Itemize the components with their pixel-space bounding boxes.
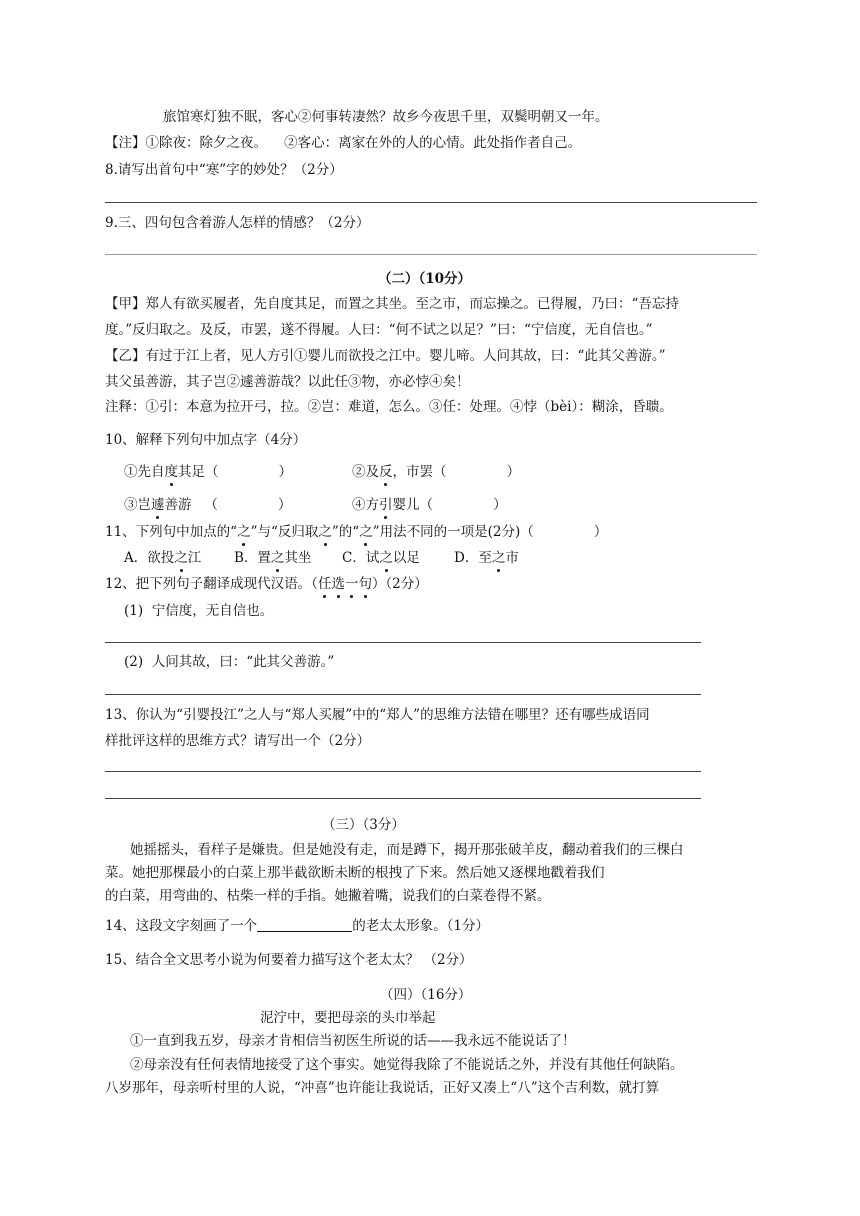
section-3-title: （三）（3分） — [322, 817, 405, 833]
emphasis-dot-char: 之 — [237, 524, 251, 540]
answer-line-q12-1[interactable] — [105, 642, 701, 643]
q10-item-3: ③岂遽善游 （ ） — [124, 497, 292, 513]
passage-3-line-1: 她摇摇头，看样子是嫌贵。但是她没有走，而是蹲下，揭开那张破羊皮，翻动着我们的三棵白 — [130, 842, 684, 858]
answer-line-q13-1[interactable] — [105, 771, 701, 772]
passage-notes: 注释：①引：本意为拉开弓，拉。②岂：难道，怎么。③任：处理。④悖（bèi）：糊涂，昏聩。 — [105, 399, 673, 415]
q11-option-a: A．欲投之江 — [124, 550, 202, 566]
emphasis-dot-char: 之 — [174, 550, 188, 566]
story-title: 泥泞中，要把母亲的头巾举起 — [260, 1010, 436, 1026]
emphasis-dot-char: 句 — [358, 576, 372, 592]
poem-note: 【注】①除夜：除夕之夜。 ②客心：离家在外的人的心情。此处指作者自己。 — [105, 135, 582, 151]
question-10: 10、解释下列句中加点字（4分） — [105, 432, 307, 448]
passage-jia-line-2: 度。”反归取之。及反，市罢，遂不得履。人曰：“何不试之以足？”曰：“宁信度，无自信也。” — [105, 322, 653, 338]
q11-option-c: C．试之以足 — [342, 550, 420, 566]
emphasis-dot-char: 之 — [491, 550, 506, 566]
emphasis-dot-char: 反 — [379, 464, 393, 480]
emphasis-dot-char: 之 — [379, 550, 393, 566]
emphasis-dot-char: 一 — [344, 576, 359, 592]
question-12: 12、把下列句子翻译成现代汉语。（任选一句）（2分） — [105, 576, 428, 592]
q10-item-1: ①先自度其足（ ） — [124, 464, 293, 480]
question-15: 15、结合全文思考小说为何要着力描写这个老太太？ （2分） — [105, 952, 473, 968]
emphasis-dot-char: 遽 — [151, 497, 165, 513]
passage-3-line-2: 菜。她把那棵最小的白菜上那半截欲断未断的根拽了下来。然后她又逐棵地戳着我们 — [105, 865, 605, 881]
emphasis-dot-char: 之 — [318, 524, 332, 540]
emphasis-dot-char: 度 — [164, 464, 178, 480]
question-13-line-1: 13、你认为“引婴投江”之人与“郑人买履”中的“郑人”的思维方法错在哪里？还有哪些成语同 — [105, 707, 650, 723]
question-13-line-2: 样批评这样的思维方式？请写出一个（2分） — [105, 733, 371, 749]
answer-line-q8[interactable] — [105, 202, 757, 203]
story-paragraph-2: ②母亲没有任何表情地接受了这个事实。她觉得我除了不能说话之外，并没有其他任何缺陷。 — [130, 1057, 684, 1073]
answer-line-q13-2[interactable] — [105, 798, 701, 799]
q11-option-b: B．置之其坐 — [234, 550, 312, 566]
fill-blank-q14[interactable] — [257, 917, 352, 932]
q11-option-d: D．至之市 — [454, 550, 519, 566]
section-4-title: （四）（16分） — [380, 987, 472, 1003]
emphasis-dot-char: 之 — [359, 524, 373, 540]
story-paragraph-2-cont: 八岁那年，母亲听村里的人说，“冲喜”也许能让我说话，正好又凑上“八”这个吉利数，就打算 — [105, 1080, 660, 1096]
question-14: 14、这段文字刻画了一个 的老太太形象。（1分） — [105, 918, 490, 934]
q10-item-4: ④方引婴儿（ ） — [352, 497, 507, 513]
passage-yi-line-2: 其父虽善游，其子岂②遽善游哉？以此任③物，亦必悖④矣！ — [105, 374, 470, 390]
q10-item-2: ②及反，市罢（ ） — [352, 464, 521, 480]
question-11: 11、下列句中加点的“之”与“反归取之”的“之”用法不同的一项是(2分)（ ） — [105, 524, 608, 540]
emphasis-dot-char: 选 — [331, 576, 345, 592]
passage-yi-line-1: 【乙】有过于江上者，见人方引①婴儿而欲投之江中。婴儿啼。人问其故，曰：“此其父善游。” — [105, 348, 666, 364]
emphasis-dot-char: 引 — [379, 497, 393, 513]
answer-line-q9[interactable] — [105, 254, 757, 255]
emphasis-dot-char: 之 — [270, 550, 285, 566]
passage-jia-line-1: 【甲】郑人有欲买履者，先自度其足，而置之其坐。至之市，而忘操之。已得履，乃曰：“吾忘持 — [105, 296, 679, 312]
question-9: 9.三、四句包含着游人怎样的情感？（2分） — [105, 215, 370, 231]
story-paragraph-1: ①一直到我五岁，母亲才肯相信当初医生所说的话——我永远不能说话了！ — [130, 1033, 576, 1049]
passage-3-line-3: 的白菜，用弯曲的、枯柴一样的手指。她撇着嘴，说我们的白菜卷得不紧。 — [105, 888, 551, 904]
q12-sentence-2: (2) 人问其故，曰：“此其父善游。” — [124, 654, 335, 670]
answer-line-q12-2[interactable] — [105, 694, 701, 695]
question-8: 8.请写出首句中“寒”字的妙处？（2分） — [105, 162, 343, 178]
section-2-title: （二）（10分） — [378, 271, 472, 287]
emphasis-dot-char: 任 — [317, 576, 332, 592]
poem-line: 旅馆寒灯独不眠，客心②何事转凄然？故乡今夜思千里，双鬓明朝又一年。 — [163, 109, 609, 125]
q12-sentence-1: (1) 宁信度，无自信也。 — [124, 603, 274, 619]
